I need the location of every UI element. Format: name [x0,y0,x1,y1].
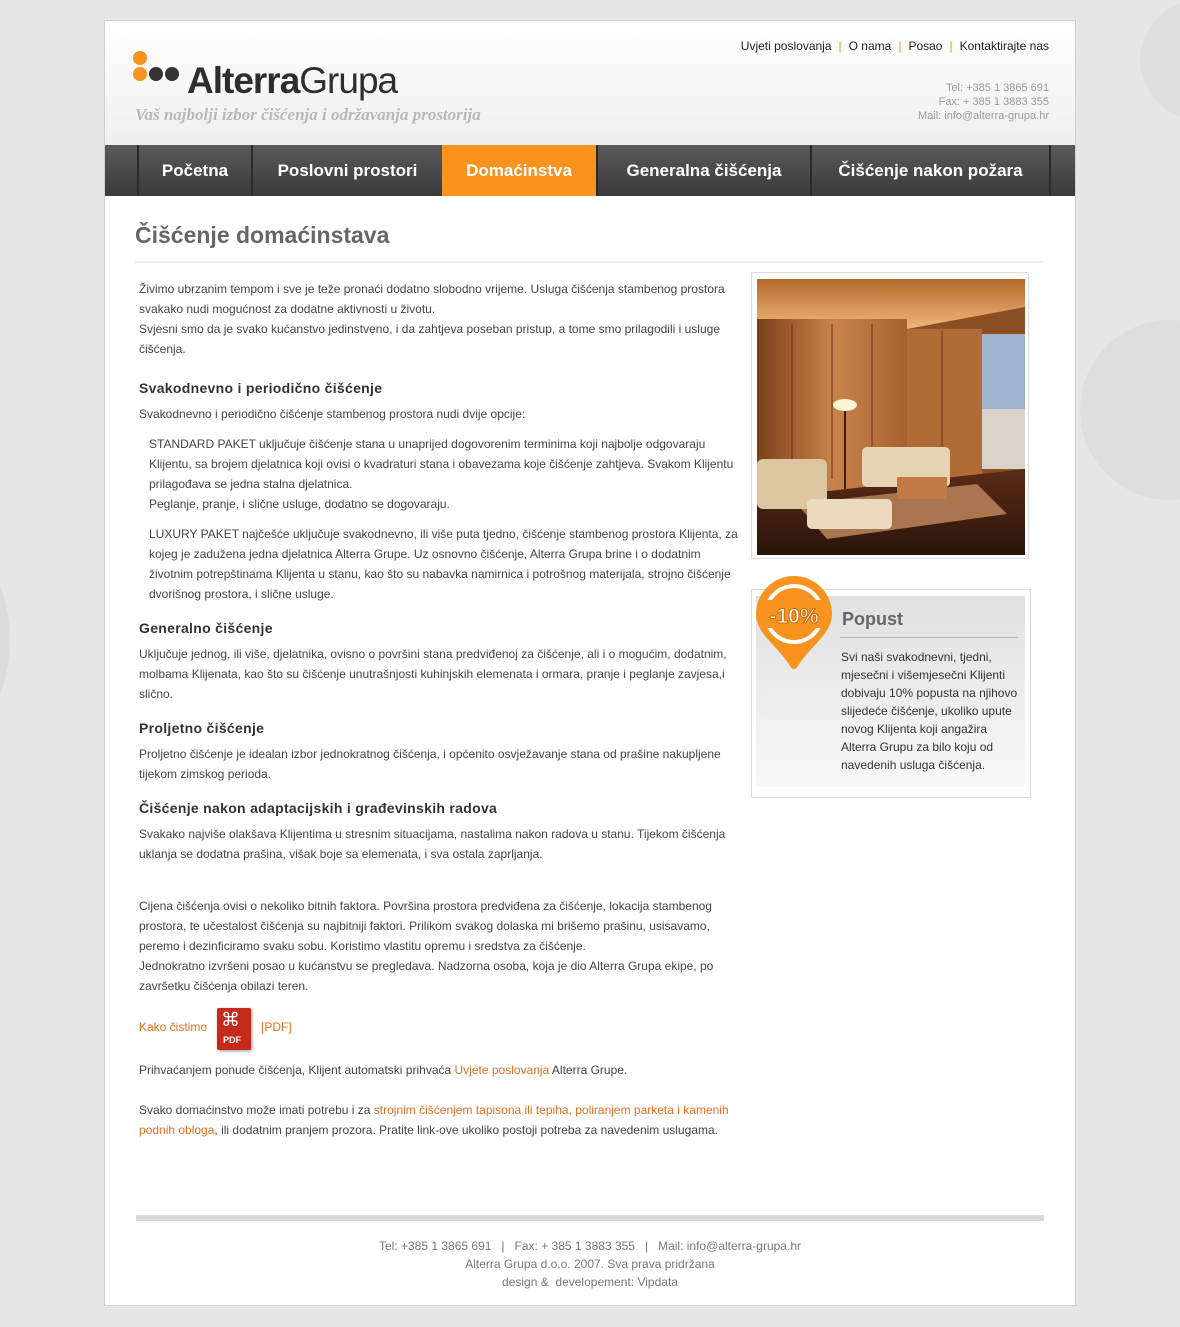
pdf-icon-label: PDF [223,1035,241,1045]
top-nav-separator: | [838,39,842,53]
logo-wordmark [187,60,397,102]
top-nav [741,39,1049,53]
contact-fax: Fax: + 385 1 3883 355 [938,96,1049,108]
logo-part1: Alterra [187,60,300,101]
discount-text: Svi naši svakodnevni, tjedni, mjesečni i višemjesečni Klijenti dobivaju 10% popusta na njihovo slijedeće čišćenje, ukoliko upute novog Klijenta koji angažira Alterra Grupu za bilo koju od navedenih usluga čišćenja. [841,650,1018,772]
link-separator: , [568,1103,576,1117]
discount-badge-label: -10% [769,605,819,628]
extra-text-pre: Svako domaćinstvo može imati potrebu i za [139,1103,374,1117]
top-nav-separator: | [949,39,953,53]
main-nav [105,145,1075,196]
adaptation-text: Svakako najviše olakšava Klijentima u stresnim situacijama, nastalima nakon radova u stanu. Tijekom čišćenja uklanja se dodatna prašina, višak boje sa elemenata, i sva ostala zaprljanja. [139,827,726,861]
pdf-tag-link[interactable]: [PDF] [261,1020,292,1034]
intro-paragraph-2: Svjesni smo da je svako kućanstvo jedinstveno, i da zahtjeva poseban pristup, a tome smo prilagodili i usluge čišćenja. [139,322,720,356]
pdf-row [139,1004,739,1056]
photo-frame [751,272,1029,559]
logo-dot-icon [165,67,179,81]
header [105,21,1075,145]
divider [135,261,1043,263]
terms-text-pre: Prihvaćanjem ponude čišćenja, Klijent automatski prihvaća [139,1063,455,1077]
price-text-2: Jednokratno izvršeni posao u kućanstvu se pregledava. Nadzorna osoba, koja je dio Alterra Grupa ekipe, po završetku čišćenja obilazi teren. [139,959,714,993]
top-nav-jobs[interactable]: Posao [908,39,943,53]
terms-link[interactable]: Uvjete poslovanja [454,1063,550,1077]
discount-box [751,589,1031,798]
background-circle [0,560,10,720]
tagline: Vaš najbolji izbor čišćenja i održavanja prostorija [135,105,481,124]
intro-paragraph: Živimo ubrzanim tempom i sve je teže pronaći dodatno slobodno vrijeme. Usluga čišćenja stambenog prostora svakako nudi mogućnost za dodatne aktivnosti u životu. [139,282,725,316]
logo-dot-icon [149,67,163,81]
terms-text-post: Alterra Grupe. [549,1063,628,1077]
logo-dot-icon [133,67,147,81]
parquet-polishing-link[interactable]: poliranjem parketa i kamenih podnih obloga [139,1103,729,1137]
living-room-photo [757,279,1025,555]
standard-text: STANDARD PAKET uključuje čišćenje stana u unaprijed dogovorenim terminima koji najbolje odgovaraju Klijentu, sa brojem djelatnica koji ovisi o kvadraturi stana i obavezama koje čišćenje zahtjeva. Svakom Klijentu prilagođava se jedna stalna djelatnica. [149,437,734,491]
top-nav-terms[interactable]: Uvjeti poslovanja [740,39,832,53]
acrobat-icon: ⌘ [221,1010,240,1031]
logo-part2: Grupa [299,60,398,101]
contact-mail[interactable]: Mail: info@alterra-grupa.hr [918,110,1049,122]
spring-text: Proljetno čišćenje je idealan izbor jednokratnog čišćenja, i općenito osvježavanje stana od prašine nakupljene tijekom zimskog perioda. [139,747,721,781]
nav-item-households[interactable]: Domaćinstva [442,145,596,196]
nav-divider [1049,145,1051,196]
heading-periodic: Svakodnevno i periodično čišćenje [139,380,383,396]
discount-title: Popust [842,609,903,629]
nav-item-fire[interactable]: Čišćenje nakon požara [810,145,1049,196]
top-nav-separator: | [898,39,902,53]
standard-text-2: Peglanje, pranje, i slične usluge, dodatno se dogovaraju. [149,497,450,511]
logo-dot-icon [133,51,147,65]
footer [105,1237,1075,1291]
nav-item-general[interactable]: Generalna čišćenja [596,145,810,196]
package-standard [149,434,739,514]
periodic-intro: Svakodnevno i periodično čišćenje stambenog prostora nudi dvije opcije: [139,407,526,421]
pdf-link[interactable]: Kako čistimo [139,1020,208,1034]
footer-contact: Tel: +385 1 3865 691 | Fax: + 385 1 3883 355 | Mail: info@alterra-grupa.hr [378,1239,801,1253]
main-content [139,279,739,1140]
extra-services-paragraph [139,1100,739,1140]
header-contact [918,81,1049,123]
background-circle [1140,0,1180,120]
footer-divider [136,1215,1044,1221]
price-text: Cijena čišćenja ovisi o nekoliko bitnih faktora. Površina prostora predviđena za čišćenje, lokacija stambenog prostora, te učestalost čišćenja su najbitniji faktori. Prilikom svakog dolaska mi brišemo prašinu, usisavamo, peremo i dezinficiramo svaku sobu. Koristimo vlastitu opremu i sredstva za čišćenje. [139,899,712,953]
luxury-text: LUXURY PAKET najčešće uključuje svakodnevno, ili više puta tjedno, čišćenje stambenog prostora Klijenta, za kojeg je zadužena jedna djelatnica Alterra Grupe. Uz osnovno čišćenje, Alterra Grupa brine i o dodatnim životnim potrepštinama Klijenta u stanu, kao što su nabavka namirnica i potrošnog materijala, strojno čišćenje dvorišnog prostora, i slične usluge. [149,527,738,601]
nav-item-home[interactable]: Početna [137,145,251,196]
footer-copyright: Alterra Grupa d.o.o. 2007. Sva prava pridržana [465,1257,715,1271]
heading-general: Generalno čišćenje [139,620,273,636]
discount-badge-icon [754,576,834,672]
page-container [104,20,1076,1306]
background-circle [1080,320,1180,500]
package-luxury [149,524,739,604]
general-text: Uključuje jednog, ili više, djelatnika, ovisno o površini stana predviđenoj za čišćenje, ali i o mogućim, dodatnim, molbama Klijenata, kao što su čišćenje unutrašnjosti kuhinjskih elemenata i ormara, pranje i peglanje zavjesa,i slično. [139,647,727,701]
contact-tel: Tel: +385 1 3865 691 [945,82,1049,94]
extra-text-post: , ili dodatnim pranjem prozora. Pratite link-ove ukoliko postoji potreba za navedenim uslugama. [214,1123,719,1137]
nav-item-business[interactable]: Poslovni prostori [251,145,442,196]
top-nav-about[interactable]: O nama [848,39,892,53]
top-nav-contact[interactable]: Kontaktirajte nas [959,39,1049,53]
page-title: Čišćenje domaćinstava [135,222,390,248]
terms-paragraph [139,1060,739,1080]
footer-credits: design & developement: Vipdata [502,1275,678,1289]
discount-divider [840,637,1018,638]
pdf-icon[interactable] [217,1008,251,1050]
carpet-cleaning-link[interactable]: strojnim čišćenjem tapisona ili tepiha [373,1103,569,1117]
heading-spring: Proljetno čišćenje [139,720,265,736]
heading-adaptation: Čišćenje nakon adaptacijskih i građevinskih radova [139,800,498,816]
